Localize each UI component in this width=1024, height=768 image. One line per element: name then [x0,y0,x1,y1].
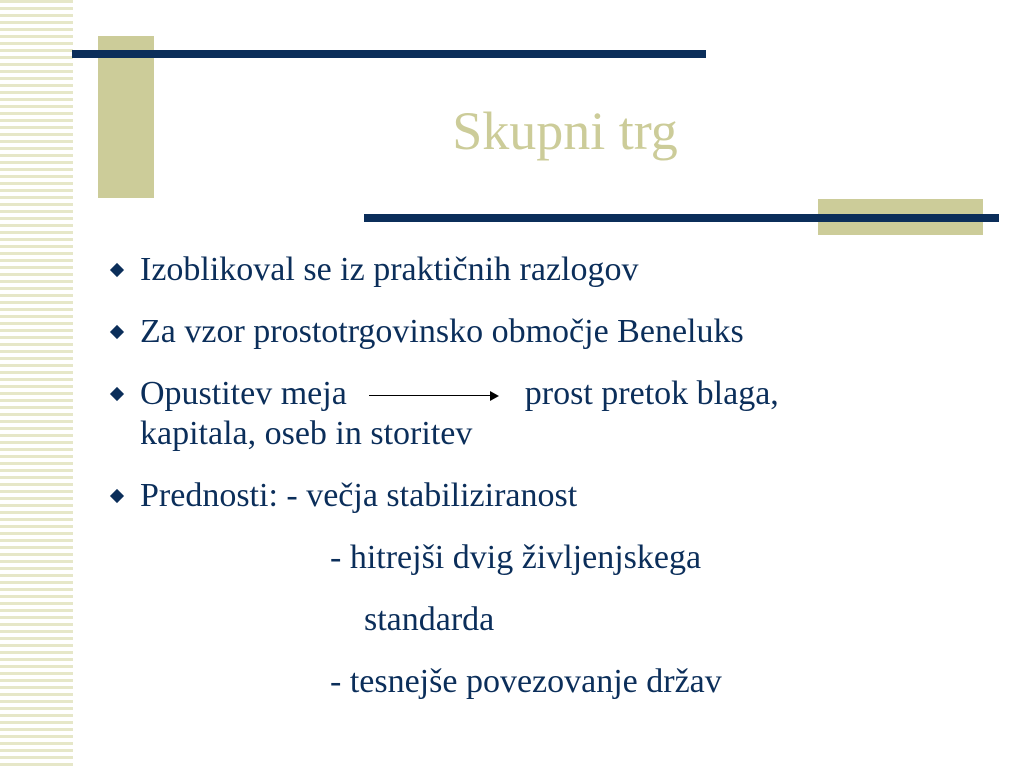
slide-title: Skupni trg [452,101,678,161]
bullet-item [106,476,1006,702]
bullet-list [106,250,1006,724]
diamond-bullet-icon [110,489,124,503]
sub-line: - hitrejši dvig življenjskega [330,539,702,576]
bullet-item [106,374,1006,454]
bullet-continuation: kapitala, oseb in storitev [140,415,473,452]
diamond-bullet-icon [110,325,124,339]
decorative-navy-bar-top [72,50,706,58]
sub-line: standarda [364,601,495,638]
bullet-text-before-arrow: Opustitev meja [140,375,347,412]
sub-line: - tesnejše povezovanje držav [330,663,722,700]
bullet-text: Za vzor prostotrgovinsko območje Beneluks [140,313,744,350]
diamond-bullet-icon [110,263,124,277]
decorative-stripes [0,0,73,768]
bullet-text: Izoblikoval se iz praktičnih razlogov [140,251,639,288]
bullet-text-after-arrow: prost pretok blaga, [524,375,779,412]
bullet-text: Prednosti: - večja stabiliziranost [140,477,578,514]
decorative-navy-bar-bottom [364,214,999,222]
bullet-item [106,250,1006,290]
diamond-bullet-icon [110,387,124,401]
decorative-tan-block-left [98,36,154,198]
bullet-item [106,312,1006,352]
right-arrow-icon [369,386,499,406]
